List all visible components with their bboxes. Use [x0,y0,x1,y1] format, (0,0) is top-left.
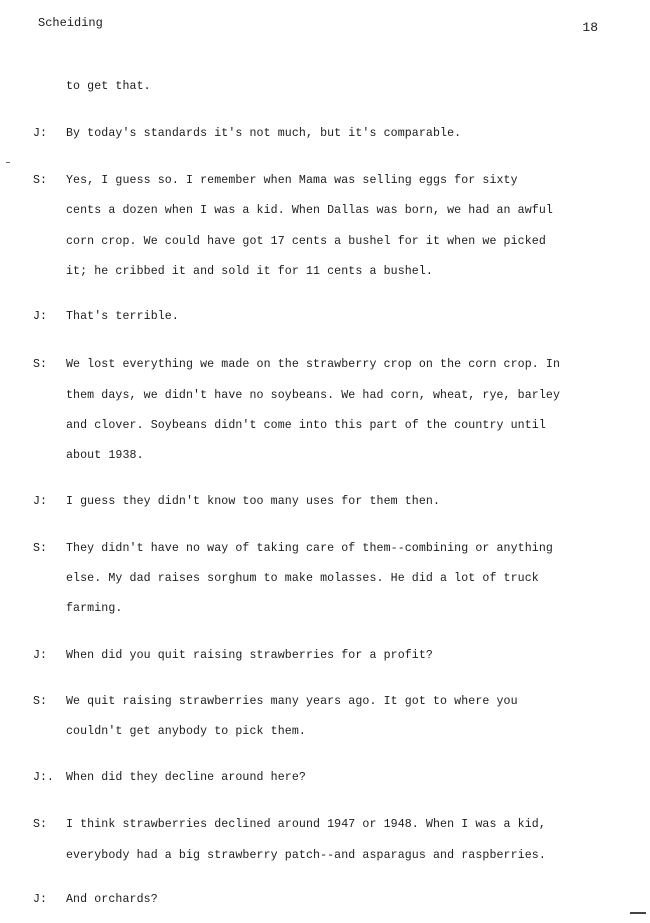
transcript-line: farming. [66,602,123,615]
transcript-line: Yes, I guess so. I remember when Mama was selling eggs for sixty [66,174,518,187]
transcript-line: They didn't have no way of taking care of them--combining or anything [66,542,553,555]
transcript-line: And orchards? [66,893,158,906]
transcript-line: everybody had a big strawberry patch--and asparagus and raspberries. [66,849,546,862]
transcript-line: When did you quit raising strawberries for a profit? [66,649,433,662]
transcript-line: them days, we didn't have no soybeans. We had corn, wheat, rye, barley [66,389,561,402]
transcript-line: I think strawberries declined around 1947 or 1948. When I was a kid, [66,818,546,831]
speaker-label: J: [33,649,47,662]
transcript-line: By today's standards it's not much, but it's comparable. [66,127,462,140]
speaker-label: J: [33,495,47,508]
transcript-line: it; he cribbed it and sold it for 11 cents a bushel. [66,265,433,278]
header-name: Scheiding [38,16,103,30]
speaker-label: J: [33,893,47,906]
transcript-line: and clover. Soybeans didn't come into this part of the country until [66,419,546,432]
transcript-line: That's terrible. [66,310,179,323]
speaker-label: J: [33,127,47,140]
transcript-line: about 1938. [66,449,144,462]
speaker-label: J: [33,310,47,323]
speaker-label: S: [33,695,47,708]
transcript-line: couldn't get anybody to pick them. [66,725,306,738]
speaker-label: J:. [33,771,54,784]
page-number: 18 [582,20,598,35]
transcript-line: cents a dozen when I was a kid. When Dallas was born, we had an awful [66,204,553,217]
transcript-line: else. My dad raises sorghum to make molasses. He did a lot of truck [66,572,539,585]
scan-mark [630,912,646,914]
transcript-line: We quit raising strawberries many years ago. It got to where you [66,695,518,708]
speaker-label: S: [33,542,47,555]
transcript-line: When did they decline around here? [66,771,306,784]
speaker-label: S: [33,174,47,187]
transcript-line: to get that. [66,80,151,93]
scan-mark [6,162,10,163]
speaker-label: S: [33,818,47,831]
speaker-label: S: [33,358,47,371]
transcript-line: corn crop. We could have got 17 cents a bushel for it when we picked [66,235,546,248]
transcript-line: I guess they didn't know too many uses for them then. [66,495,441,508]
transcript-line: We lost everything we made on the strawberry crop on the corn crop. In [66,358,561,371]
